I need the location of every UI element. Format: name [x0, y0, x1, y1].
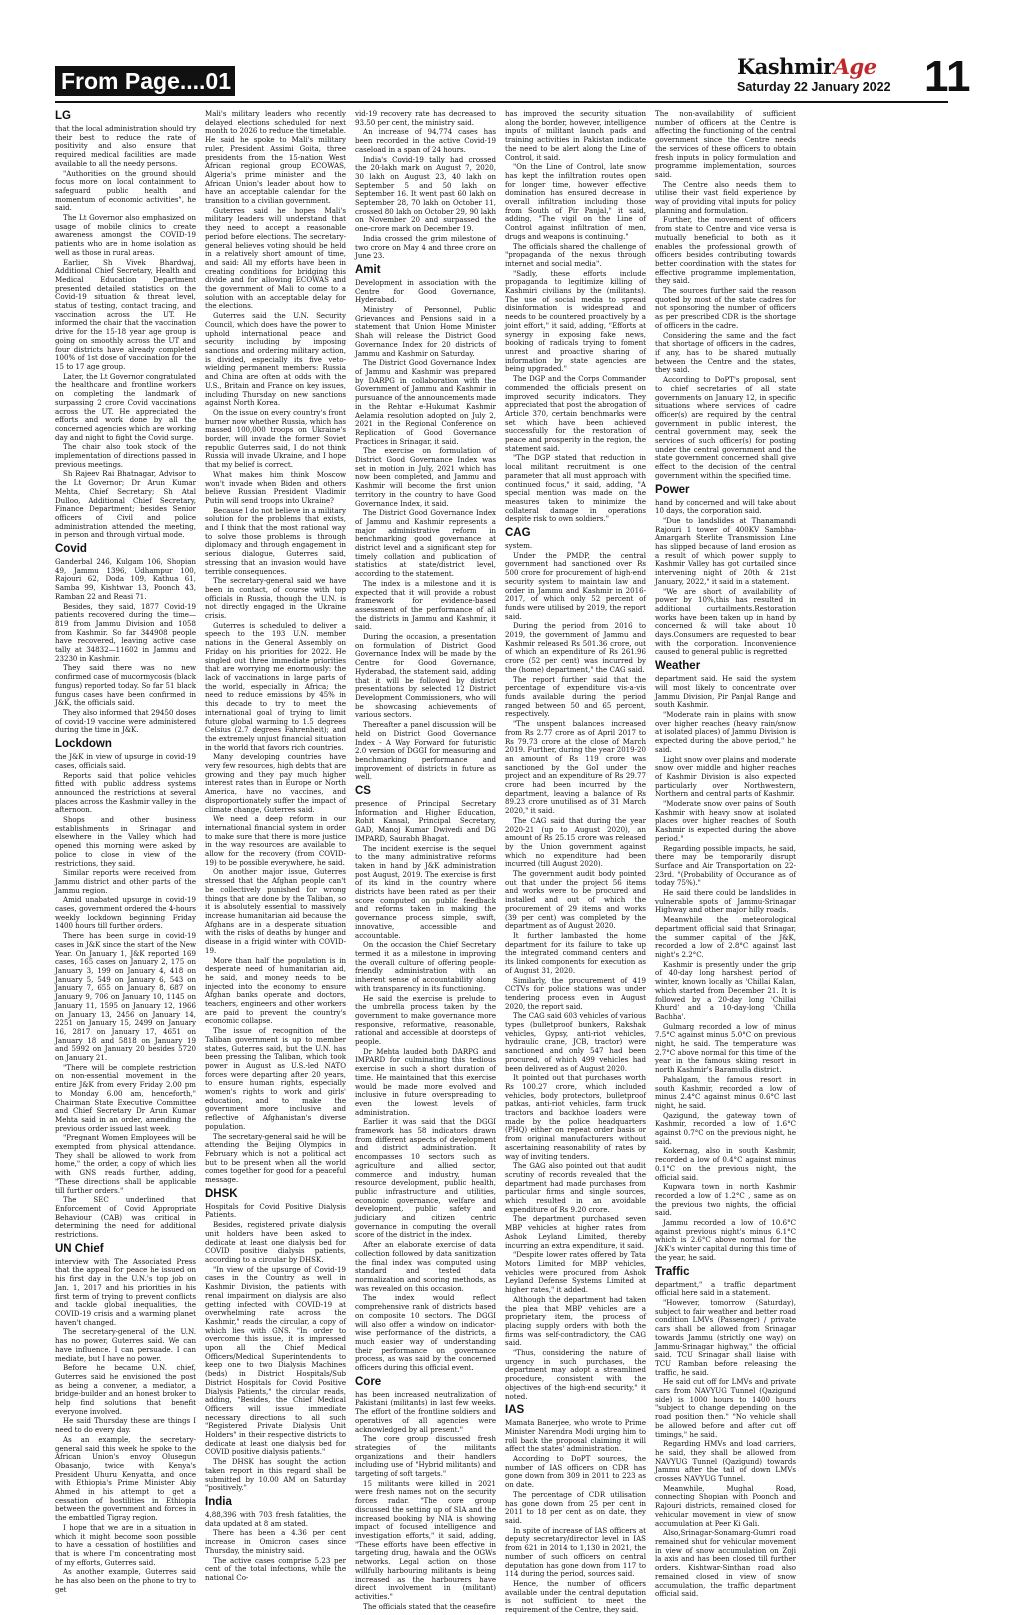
story-paragraph: Later, the Lt Governor congratulated the healthcare and frontline workers on completing the landmark of surpassing 2 crore Covid vaccinations across the UT. He appreciated the efforts and work done by all the concerned agencies which are working day and night to fight the Covid surge.	[55, 371, 196, 442]
story-paragraph: Mali's military leaders who recently delayed elections scheduled for next month to 2026 to reduce the timetable. He said he spoke to Mali's military ruler, President Assimi Goita, three presidents from the 15-nation West African regional group ECOWAS, Algeria's prime minister and the African Union's leader about how to have an acceptable calendar for the transition to a civilian government.	[205, 109, 346, 206]
story-paragraph: 15 militants were killed in 2021 were fresh names not on the security forces radar. "The core group discussed the setting up of SIA and the increased booking by NIA is showing impact of focused intelligence and investigation efforts," it said, adding, "These efforts have been effective in targeting drug, hawala and the OGWs networks. Legal action on those willfully harbouring militants is being increased as the harbourers have direct involvement in (militant) activities."	[355, 1478, 496, 1601]
story-paragraph: The chair also took stock of the implementation of directions passed in previous meetings.	[55, 442, 196, 469]
story-heading: LG	[55, 110, 71, 122]
header-divider	[55, 101, 948, 103]
story-paragraph: The SEC underlined that Enforcement of Covid Appropriate Behaviour (CAB) was critical in determining the need for additional restrictions.	[55, 1195, 196, 1240]
story-paragraph: Qazigund, the gateway town of Kashmir, recorded a low of 1.6°C against 0.7°C on the previous night, he said.	[655, 1110, 796, 1146]
story-paragraph: The issue of recognition of the Taliban government is up to member states, Guterres said, but the U.N. has been pressing the Taliban, which took power in August as U.S.-led NATO forces were departing after 20 years, to ensure human rights, especially women's rights to work and girls' education, and to make the government more inclusive and reflective of Afghanistan's diverse population.	[205, 1026, 346, 1131]
story-paragraph: Hence, the number of officers available under the central deputation is not sufficient to meet the requirement of the Centre, they said.	[505, 1578, 646, 1615]
masthead	[737, 56, 947, 100]
story-paragraph: Under the PMDP, the central government had sanctioned over Rs 500 crore for procurement of high-end security system to maintain law and order in Jammu and Kashmir in 2016-2017, of which only 52 percent of funds were utilised by 2019, the report said.	[505, 550, 646, 621]
story-paragraph: Kupwara town in north Kashmir recorded a low of 1.2°C , same as on the previous two nights, the official said.	[655, 1182, 796, 1218]
story-paragraph: The report further said that the percentage of expenditure vis-a-vis funds available during the period ranged between 50 and 65 percent, respectively.	[505, 674, 646, 719]
story-paragraph: The Lt Governor also emphasized on usage of mobile clinics to create awareness amongst the COVID-19 patients who are in home isolation as well as those in rural areas.	[55, 213, 196, 257]
story-paragraph: Development in association with the Centre for Good Governance, Hyderabad.	[355, 277, 496, 305]
story-paragraph: The District Good Governance Index of Jammu and Kashmir was prepared by DARPG in collaboration with the Government of Jammu and Kashmir in pursuance of the announcements made in the Rehtar e-Hukumat Kashmir Aelamia resolution adopted on July 2, 2021 in the Regional Conference on Replication of Good Governance Practices in Srinagar, it said.	[355, 358, 496, 446]
story-paragraph: The CAG said that during the year 2020-21 (up to August 2020), an amount of Rs 25.15 crore was released by the Union government against which no expenditure had been incurred (till August 2020).	[505, 815, 646, 869]
column-1	[55, 110, 196, 1594]
story-heading: DHSK	[205, 1187, 238, 1200]
story-paragraph: "Pregnant Women Employees will be exempted from physical attendance. They shall be allowed to work from home," the order, a copy of which lies with GNS reads further, adding, "These directions shall be applicable till further orders."	[55, 1133, 196, 1195]
story-paragraph: According to DoPT's proposal, sent to chief secretaries of all state governments on January 12, in specific situations where services of cadre officer(s) are required by the central government in public interest, the central government may, seek the services of such officer(s) for posting under the central government and the state government concerned shall give effect to the decision of the central government within the specified time.	[655, 375, 796, 480]
column-3	[355, 109, 496, 1611]
newspaper-logo	[737, 56, 947, 78]
story-paragraph: Regarding HMVs and load carriers, he said, they shall be allowed from NAVYUG Tunnel (Qazigund) towards Jammu after the tail of down LMVs crosses NAVYUG Tunnel.	[655, 1439, 796, 1484]
story-paragraph: "The DGP stated that reduction in local militant recruitment is one parameter that all must approach with continued focus," it said, adding, "A special mention was made on the measures taken to minimize the collateral damage in operations despite risk to own soldiers."	[505, 453, 646, 524]
story-paragraph: The incident exercise is the sequel to the many administrative reforms taken in hand by J&K administration post August, 2019. The exercise is first of its kind in the country where districts have been rated as per their score computed on public feedback and reforms taken in making the governance process simple, swift, innovative, accessible and accountable.	[355, 843, 496, 940]
story-paragraph: On the occasion the Chief Secretary termed it as a milestone in improving the overall culture of offering people-friendly administration with an inherent sense of accountability along with transparency in its functioning.	[355, 940, 496, 993]
story-paragraph: We need a deep reform in our international financial system in order to make sure that there is more justice in the way resources are available to allow for the recovery (from COVID-19) to be possible everywhere, he said.	[205, 814, 346, 867]
story-paragraph: hand by concerned and will take about 10 days, the corporation said.	[655, 497, 796, 516]
story-paragraph: "Sadly, these efforts include propaganda to legitimize killing of Kashmiri civilians by the (militants). The use of social media to spread disinformation is widespread and needs to be countered proactively by a joint effort," it said, adding, "Efforts at synergy in exposing fake news, booking of radicals trying to foment unrest and proactive sharing of information by state agencies are being upgraded."	[505, 268, 646, 374]
story-paragraph: After an elaborate exercise of data collection followed by data sanitization the final index was computed using standard and tested data normalization and scoring methods, as was revealed on this occasion.	[355, 1240, 496, 1293]
story-paragraph: The sources further said the reason quoted by most of the state cadres for not sponsoring the number of officers as per prescribed CDR is the shortage of officers in the cadre.	[655, 286, 796, 330]
story-paragraph: "Moderate snow over pains of South Kashmir with heavy snow at isolated places over higher reaches of South Kashmir is expected during the above period."	[655, 799, 796, 843]
story-paragraph: Earlier it was said that the DGGI framework has 58 indicators drawn from different aspects of development and district administration. It encompasses 10 sectors such as agriculture and allied sector, commerce and industry, human resource development, public health, public infrastructure and utilities, economic governance, welfare and development, public safety and judiciary and citizen centric governance in computing the overall score of the district in the index.	[355, 1117, 496, 1240]
story-heading: Covid	[55, 543, 87, 556]
story-paragraph: "On the Line of Control, late snow has kept the infiltration routes open for longer time, however effective domination has ensured decrease in overall infiltration including those from South of Pir Panjal," it said, adding, "The vigil on the Line of Control against infiltration of men, drugs and weapons is continuing."	[505, 162, 646, 241]
story-paragraph: As an example, the secretary-general said this week he spoke to the African Union's envoy Olusegun Obasanjo, twice with Kenya's President Uhuru Kenyatta, and once with Ethiopia's Prime Minister Abiy Ahmed in his attempt to get a cessation of hostilities in Ethiopia between the government and forces in the embattled Tigray region.	[55, 1434, 196, 1523]
story-paragraph: The CAG said 603 vehicles of various types (bulletproof bunkers, Rakshak vehicles, Gypsy, anti-riot vehicles, hydraulic crane, JCB, tractor) were sanctioned and only 547 had been procured, of which 499 vehicles had been delivered as of August 2020.	[505, 1011, 646, 1073]
story-paragraph: It pointed out that purchases worth Rs 100.27 crore, which included vehicles, body protectors, bulletproof patkas, anti-riot vehicles, farm truck tractors and backhoe loaders were made by the police headquarters (PHQ) either on repeat order basis or from original manufacturers without ascertaining reasonability of rates by way of inviting tenders.	[505, 1073, 646, 1161]
story-paragraph: During the period from 2016 to 2019, the government of Jammu and Kashmir released Rs 501.36 crore, out of which an expenditure of Rs 261.96 crore (52 per cent) was incurred by the (home) department," the CAG said.	[505, 621, 646, 674]
story-paragraph: presence of Principal Secretary Information and Higher Education, Rohit Kansal, Principal Secretary, GAD, Manoj Kumar Dwivedi and DG IMPARD, Saurabh Bhagat.	[355, 799, 496, 843]
story-paragraph: Guterres is scheduled to deliver a speech to the 193 U.N. member nations in the General Assembly on Friday on his priorities for 2022. He singled out three immediate priorities that are worrying me enormously: the lack of vaccinations in large parts of the world, especially in Africa; the need to reduce emissions by 45% in this decade to try to meet the international goal of trying to limit future global warming to 1.5 degrees Celsius (2.7 degrees Fahrenheit); and the extremely unjust financial situation in the world that favors rich countries.	[205, 620, 346, 752]
column-2	[205, 109, 346, 1582]
story-paragraph: The officials stated that the ceasefire	[363, 1601, 496, 1611]
story-paragraph: They said there was no new confirmed case of mucormycosis (black fungus) reported today. So far 51 black fungus cases have been confirmed in J&K, the officials said.	[55, 663, 196, 708]
page-number: 11	[924, 52, 971, 101]
story-heading: CS	[355, 785, 371, 798]
story-paragraph: Gulmarg recorded a low of minus 7.5°C against minus 5.0°C on previous night, he said. The temperature was 2.7°C above normal for this time of the year in the famous skiing resort in north Kashmir's Baramulla district.	[655, 1021, 796, 1075]
story-paragraph: Ganderbal 246, Kulgam 106, Shopian 49, Jammu 1396, Udhampur 100, Rajouri 62, Doda 109, Kathua 61, Samba 99, Kishtwar 13, Poonch 43, Ramban 22 and Reasi 71.	[55, 557, 196, 601]
story-paragraph: In spite of increase of IAS officers at deputy secretary/director level in IAS from 621 in 2014 to 1,130 in 2021, the number of such officers on central deputation has gone down from 117 to 114 during the period, sources said.	[505, 1525, 646, 1579]
story-heading: Amit	[355, 263, 381, 276]
story-heading: Lockdown	[55, 738, 112, 751]
story-paragraph: The officials shared the challenge of "propaganda of the nexus through internet and social media".	[505, 241, 646, 268]
article-columns	[55, 109, 948, 1615]
story-paragraph: Kokernag, also in south Kashmir, recorded a low of 0.4°C against minus 0.1°C on the previous night, the official said.	[655, 1146, 796, 1182]
story-paragraph: Jammu recorded a low of 10.6°C against previous night's minus 6.1°C which is 2.6°C above normal for the J&K's winter capital during this time of the year, he said.	[655, 1218, 796, 1262]
story-heading: IAS	[505, 1404, 525, 1417]
story-paragraph: He said cut off for LMVs and private cars from NAVYUG Tunnel (Qazigund side) is 1000 hours to 1400 hours "subject to change depending on the road position then." "No vehicle shall be allowed before and after cut off timings," he said.	[655, 1377, 796, 1439]
story-paragraph: On the issue on every country's front burner now whether Russia, which has massed 100,000 troops on Ukraine's border, will invade the former Soviet republic Guterres said, I do not think Russia will invade Ukraine, and I hope that my belief is correct.	[205, 407, 346, 470]
story-heading: Core	[355, 1375, 382, 1388]
story-heading: UN Chief	[55, 1242, 104, 1255]
story-paragraph: "Despite lower rates offered by Tata Motors Limited for MBP vehicles, vehicles were procured from Ashok Leyland Defense Systems Limited at higher rates," it added.	[505, 1250, 646, 1295]
story-paragraph: It further lambasted the home department for its failure to take up the integrated command centers and its linked components for execution as of August 31, 2020.	[505, 930, 646, 975]
story-paragraph: Further, the movement of officers from state to Centre and vice versa is mutually beneficial to both as it enables the professional growth of officers besides contributing towards better coordination with the states for effective programme implementation, they said.	[655, 215, 796, 286]
story-paragraph: department," a traffic department official here said in a statement.	[655, 1279, 796, 1298]
issue-date: Saturday 22 January 2022	[737, 80, 891, 94]
story-paragraph: The index is a milestone and it is expected that it will provide a robust framework for evidence-based assessment of the performance of all the districts in Jammu and Kashmir, it said.	[355, 578, 496, 632]
story-paragraph: The secretary-general said he will be attending the Beijing Olympics in February which is not a political act but to be present when all the world comes together for good for a peaceful message.	[205, 1131, 346, 1185]
story-paragraph: Hospitals for Covid Positive Dialysis Patients.	[205, 1201, 346, 1220]
page-header	[0, 0, 1024, 101]
story-heading: Weather	[655, 660, 701, 673]
story-paragraph: He said the exercise is prelude to the umbrella process taken by the government to make governance more responsive, reformative, reasonable, rational and accessible at doorsteps of people.	[355, 993, 496, 1047]
story-paragraph: Amid unabated upsurge in covid-19 cases, government ordered the 4-hours weekly lockdown beginning Friday 1400 hours till further orders.	[55, 895, 196, 931]
story-paragraph: The non-availability of sufficient number of officers at the Centre is affecting the functioning of the central government since the Centre needs the services of these officers to obtain fresh inputs in policy formulation and programme implementation, sources said.	[655, 109, 796, 179]
story-paragraph: Earlier, Sh Vivek Bhardwaj, Additional Chief Secretary, Health and Medical Education Department presented detailed statistics on the Covid-19 situation & threat level, status of testing, contact tracing, and vaccination across the UT. He informed the chair that the vaccination drive for the 15-18 year age group is going on smoothly across the UT and four districts have already completed 100% of 1st dose of vaccination for the 15 to 17 age group.	[55, 257, 196, 371]
story-paragraph: Besides, they said, 1877 Covid-19 patients recovered during the time—819 from Jammu Division and 1058 from Kashmir. So far 344908 people have recovered, leaving active case tally at 34832—11602 in Jammu and 23230 in Kashmir.	[55, 601, 196, 663]
story-paragraph: Mamata Banerjee, who wrote to Prime Minister Narendra Modi urging him to roll back the proposal claiming it will affect the states' administration.	[505, 1418, 646, 1454]
story-paragraph: Dr Mehta lauded both DARPG and IMPARD for culminating this tedious exercise in such a short duration of time. He maintained that this exercise would be made more evolved and inclusive in future overspreading to even the lowest levels of administration.	[355, 1046, 496, 1117]
story-paragraph: Because I do not believe in a military solution for the problems that exists, and I think that the most rational way to solve those problems is through diplomacy and through engagement in serious dialogue, Guterres said, stressing that an invasion would have terrible consequences.	[205, 505, 346, 576]
story-paragraph: Thereafter a panel discussion will be held on District Good Governance Index - A Way Forward for futuristic 2.0 version of DGGI for measuring and benchmarking performance and improvement of districts in future as well.	[355, 720, 496, 782]
story-paragraph: The core group discussed fresh strategies of the militants organizations and their handlers including use of "Hybrid militants) and targeting of soft targets."	[355, 1434, 496, 1479]
story-paragraph: The exercise on formulation of District Good Governance Index was set in motion in July, 2021 which has now been completed, and Jammu and Kashmir will become the first union territory in the country to have Good Governance Index, it said.	[355, 446, 496, 508]
column-5	[655, 109, 797, 1599]
story-paragraph: Guterres said he hopes Mali's military leaders will understand that they need to accept a reasonable period before elections. The secretary-general believes voting should be held in a relatively short amount of time, and said: All my efforts have been in creating conditions for bridging this divide and for allowing ECOWAS and the government of Mali to come to a solution with an acceptable delay for the elections.	[205, 205, 346, 311]
story-paragraph: "There will be complete restriction on non-essential movement in the entire J&K from every Friday 2.00 pm to Monday 6.00 am, henceforth," Chairman State Executive Committee and Chief Secretary Dr Arun Kumar Mehta said in an order, amending the previous order issued last week.	[55, 1062, 196, 1133]
story-paragraph: During the occasion, a presentation on formulation of District Good Governance Index will be made by the Centre for Good Governance, Hyderabad, the statement said, adding that it will be followed by district presentations by selected 12 District Development Commissioners, who will be showcasing achievements of various sectors.	[355, 632, 496, 720]
story-paragraph: interview with The Associated Press that the appeal for peace he issued on his first day in the U.N.'s top job on Jan. 1, 2017 and his priorities in his first term of trying to prevent conflicts and tackle global inequalities, the COVID-19 crisis and a warming planet haven't changed.	[55, 1256, 196, 1327]
story-paragraph: The GAG also pointed out that audit scrutiny of records revealed that the department had made purchases from particular firms and single sources, which resulted in an avoidable expenditure of Rs 9.20 crore.	[505, 1161, 646, 1214]
story-paragraph: "In view of the upsurge of Covid-19 cases in the Country as well in Kashmir Division, the patients with renal impairment on dialysis are also getting infected with COVID-19 at overwhelming rate across the Kashmir," reads the circular, a copy of which lies with GNS. "In order to overcome this issue, it is impressed upon all the Chief Medical Officers/Medical Superintendents to keep one to two Dialysis Machines (beds) in District Hospitals/Sub District Hospitals for Covid Positive Dialysis Patients," the circular reads, adding, "Besides, the Chief Medical Officers will issue immediate necessary directions to all such "Registered Private Dialysis Unit Holders" in their respective districts to dedicate at least one dialysis bed for COVID positive dialysis patients."	[205, 1264, 346, 1457]
story-paragraph: The District Good Governance Index of Jammu and Kashmir represents a major administrative reform in benchmarking good governance at district level and a significant step for timely collation and publication of statistics at state/district level, according to the statement.	[355, 508, 496, 579]
story-paragraph: There has been surge in covid-19 cases in J&K since the start of the New Year. On January 1, J&K reported 169 cases, 165 cases on January 2, 175 on January 3, 199 on January 4, 418 on January 5, 549 on January 6, 543 on January 7, 655 on January 8, 687 on January 9, 706 on January 10, 1145 on January 11, 1595 on January 12, 1966 on January 13, 2456 on January 14, 2251 on January 15, 2499 on January 16, 2817 on January 17, 4651 on January 18 and 5818 on January 19 and 5992 on January 20 besides 5720 on January 21.	[55, 931, 196, 1063]
story-paragraph: More than half the population is in desperate need of humanitarian aid, he said, and money needs to be injected into the economy to ensure Afghan banks operate and doctors, teachers, engineers and other workers are paid to prevent the country's economic collapse.	[205, 955, 346, 1026]
story-paragraph: The DHSK has sought the action taken report in this regard shall be submitted by 10.00 AM on Saturday "positively."	[205, 1457, 346, 1493]
story-paragraph: Besides, registered private dialysis unit holders have been asked to dedicate at least one dialysis bed for COVID positive dialysis patients, according to a circular by DHSK.	[205, 1220, 346, 1264]
story-paragraph: department said. He said the system will most likely to concentrate over Jammu Division, Pir Panjal Range and south Kashmir.	[655, 674, 796, 710]
story-paragraph: that the local administration should try their best to reduce the rate of positivity and also ensure that required medical facilities are made available to all the needy persons.	[55, 124, 196, 168]
story-paragraph: "Moderate rain in plains with snow over higher reaches (heavy rain/snow at isolated places) of Jammu Division is expected during the above period," he said.	[655, 710, 796, 754]
column-4	[505, 109, 646, 1615]
story-paragraph: Regarding possible impacts, he said, there may be temporarily disrupt Surface and Air Transportation on 22-23rd. "(Probability of Occurance as of today 75%)."	[655, 843, 796, 888]
story-paragraph: Shops and other business establishments in Srinagar and elsewhere in the Valley which had opened this morning were asked by police to close in view of the restrictions, they said.	[55, 815, 196, 868]
story-paragraph: "We are short of availability of power by 10%,this has resulted in additional curtailments.Restoration works have been taken up in hand by concerned & will take about 10 days.Consumers are requested to bear with the corporation. Inconvenience caused to general public is regretted	[655, 586, 796, 657]
story-heading: Power	[655, 483, 690, 496]
story-paragraph: India crossed the grim milestone of two crore on May 4 and three crore on June 23.	[355, 233, 496, 261]
story-paragraph: Before he became U.N. chief, Guterres said he envisioned the post as being a convener, a mediator, a bridge-builder and an honest broker to help find solutions that benefit everyone involved.	[55, 1363, 196, 1416]
story-paragraph: They also informed that 29450 doses of covid-19 vaccine were administered during the time in J&K.	[55, 708, 196, 735]
story-paragraph: Meanwhile, Mughal Road, connecting Shopian with Poonch and Rajouri districts, remained closed for vehicular movement in view of snow accumulation at Peer Ki Gali.	[655, 1483, 796, 1528]
logo-main: Kashmir	[737, 54, 834, 79]
story-paragraph: He said there could be landslides in vulnerable spots of Jammu-Srinagar Highway and other major hilly roads.	[655, 888, 796, 915]
story-paragraph: system.	[505, 541, 533, 551]
story-paragraph: The active cases comprise 5.23 per cent of the total infections, while the national Co-	[205, 1555, 346, 1582]
story-paragraph: Also,Srinagar-Sonamarg-Gumri road remained shut for vehicular movement in view of snow accumulation on Zoji la axis and has been closed till further orders. Kishtwar-Sinthan road also remained closed in view of snow accumulation, the traffic department official said.	[655, 1528, 796, 1599]
story-paragraph: the J&K in view of upsurge in covid-19 cases, officials said.	[55, 752, 196, 770]
story-paragraph: has improved the security situation along the border, however, intelligence inputs of militant launch pads and training activities in Pakistan indicate the need to be alert along the Line of Control, it said.	[505, 109, 646, 162]
story-paragraph: The department purchased seven MBP vehicles at higher rates from Ashok Leyland Limited, thereby incurring an extra expenditure, it said.	[505, 1214, 646, 1250]
story-paragraph: Pahalgam, the famous resort in south Kashmir, recorded a low of minus 2.4°C against minus 0.6°C last night, he said.	[655, 1074, 796, 1110]
story-paragraph: He said Thursday these are things I need to do every day.	[55, 1416, 196, 1435]
story-paragraph: There has been a 4.36 per cent increase in Omicron cases since Thursday, the ministry said.	[205, 1528, 346, 1555]
story-paragraph: Reports said that police vehicles fitted with public address systems announced the restrictions at several places across the Kashmir valley in the afternoon.	[55, 770, 196, 815]
story-paragraph: Although the department had taken the plea that MBP vehicles are a proprietary item, the process of placing supply orders with both the firms was self-contradictory, the CAG said.	[505, 1294, 646, 1348]
story-paragraph: has been increased neutralization of Pakistani (militants) in last few weeks. The effort of the frontline soldiers and operatives of all agencies were acknowledged by all present."	[355, 1389, 496, 1434]
story-heading: Traffic	[655, 1265, 690, 1278]
story-heading: CAG	[505, 527, 531, 540]
story-paragraph: An increase of 94,774 cases has been recorded in the active Covid-19 caseload in a span of 24 hours.	[355, 127, 496, 154]
story-paragraph: The secretary-general said we have been in contact, of course with top officials in Russia, though the U.N. is not directly engaged in the Ukraine crisis.	[205, 576, 346, 621]
story-paragraph: Kashmir is presently under the grip of 40-day long harshest period of winter, known locally as 'Chillai Kalan, which started from December 21. It is followed by a 20-day long 'Chillai Khurd' and a 10-day-long 'Chilla Bachha'.	[655, 959, 796, 1021]
story-paragraph: "Thus, considering the nature of urgency in such purchases, the department may adopt a streamlined procedure, consistent with the objectives of the high-end security," it noted.	[505, 1348, 646, 1401]
story-paragraph: Considering the same and the fact that shortage of officers in the cadres, if any, has to be shared mutually between the Centre and the states, they said.	[655, 330, 796, 375]
story-paragraph: India's Covid-19 tally had crossed the 20-lakh mark on August 7, 2020, 30 lakh on August 23, 40 lakh on September 5 and 50 lakh on September 16. It went past 60 lakh on September 28, 70 lakh on October 11, crossed 80 lakh on October 29, 90 lakh on November 20 and surpassed the one-crore mark on December 19.	[355, 154, 496, 234]
story-paragraph: What makes him think Moscow won't invade when Biden and others believe Russian President Vladimir Putin will send troops into Ukraine?	[205, 469, 346, 505]
story-paragraph: Sh Rajeev Rai Bhatnagar, Advisor to the Lt Governor; Dr Arun Kumar Mehta, Chief Secretary; Sh Atal Dulloo, Additional Chief Secretary, Finance Department; besides Senior officers of Civil and police administration attended the meeting, in person and through virtual mode.	[55, 469, 196, 540]
story-paragraph: As another example, Guterres said he has also been on the phone to try to get	[55, 1567, 196, 1594]
story-paragraph: The Centre also needs them to utilise their vast field experience by way of providing vital inputs for policy planning and formulation.	[655, 179, 796, 215]
story-paragraph: The government audit body pointed out that under the project 56 items and works were to be procured and installed and out of which the procurement of 29 items and works (39 per cent) was completed by the department as of August 2020.	[505, 869, 646, 931]
story-paragraph: The DGP and the Corps Commander commended the officials present on improved security indicators. They appreciated that post the abrogation of Article 370, certain benchmarks were set which have been achieved successfully for the restoration of peace and prosperity in the region, the statement said.	[505, 374, 646, 453]
story-paragraph: The index would reflect comprehensive rank of districts based on composite 10 sectors. The DGGI will also offer a window on indicator-wise performance of the districts, a much easier way of understanding their performance on governance process, as was said by the concerned officers during this official event.	[355, 1293, 496, 1373]
logo-accent: Age	[833, 54, 877, 79]
story-paragraph: I hope that we are in a situation in which it might become soon possible to have a cessation of hostilities and that is where I'm concentrating most of my efforts, Guterres said.	[55, 1522, 196, 1567]
story-paragraph: The percentage of CDR utilisation has gone down from 25 per cent in 2011 to 18 per cent as on date, they said.	[505, 1489, 646, 1525]
story-paragraph: On another major issue, Guterres stressed that the Afghan people can't be collectively punished for wrong things that are done by the Taliban, so it is absolutely essential to massively increase humanitarian aid because the Afghans are in a desperate situation with the risks of deaths by hunger and disease in a frigid winter with COVID-19.	[205, 867, 346, 955]
story-paragraph: vid-19 recovery rate has decreased to 93.50 per cent, the ministry said.	[355, 109, 496, 127]
story-paragraph: Similarly, the procurement of 419 CCTVs for police stations was under tendering process even in August 2020, the report said.	[505, 975, 646, 1011]
story-paragraph: The secretary-general of the U.N. has no power, Guterres said. We can have influence. I can persuade. I can mediate, but I have no power.	[55, 1327, 196, 1363]
story-paragraph: "However, tomorrow (Saturday), subject to fair weather and better road condition LMVs (Passenger) / private cars shall be allowed from Srinagar towards Jammu (strictly one way) on Jammu-Srinagar highway," the official said. TCU Srinagar shall liaise with TCU Ramban before releasing the traffic, he said.	[655, 1298, 796, 1377]
story-paragraph: Meanwhile the meteorological department official said that Srinagar, the summer capital of the J&K, recorded a low of 2.8°C against last night's 2.2°C.	[655, 915, 796, 959]
story-paragraph: 4,88,396 with 703 fresh fatalities, the data updated at 8 am stated.	[205, 1509, 346, 1528]
section-label: From Page....01	[55, 66, 235, 96]
story-paragraph: Guterres said the U.N. Security Council, which does have the power to uphold international peace and security including by imposing sanctions and ordering military action, is divided, especially its five veto-wielding permanent members: Russia and China are often at odds with the U.S., Britain and France on key issues, including Thursday on new sanctions against North Korea.	[205, 311, 346, 408]
story-paragraph: "Due to landslides at Thanamandi Rajouri 1 tower of 400KV Sambha-Amargarh Sterlite Transmission Line has slipped because of land erosion as a result of which power supply to Kashmir Valley has got curtailed since intervening night of 20th & 21st January, 2022," it said in a statement.	[655, 515, 796, 586]
story-paragraph: Ministry of Personnel, Public Grievances and Pensions said in a statement that Union Home Minister Shah will release the District Good Governance Index for 20 districts of Jammu and Kashmir on Saturday.	[355, 305, 496, 358]
story-paragraph: According to DoPT sources, the number of IAS officers on CDR has gone down from 309 in 2011 to 223 as on date.	[505, 1454, 646, 1490]
story-paragraph: Similar reports were received from Jammu district and other parts of the Jammu region.	[55, 868, 196, 895]
story-paragraph: "Authorities on the ground should focus more on local containment to safeguard public health and momentum of economic activities", he said.	[55, 168, 196, 213]
story-paragraph: "The unspent balances increased from Rs 2.77 crore as of April 2017 to Rs 79.73 crore at the close of March 2019. Further, during the year 2019-20 an amount of Rs 119 crore was sanctioned by the GoI under the project and an expenditure of Rs 29.77 crore had been incurred by the department, leaving a balance of Rs 89.23 crore unutilised as of 31 March 2020," it said.	[505, 719, 646, 816]
story-paragraph: Many developing countries have very few resources, high debts that are growing and they pay much higher interest rates than in Europe or North America, have no vaccines, and disproportionately suffer the impact of climate change, Guterres said.	[205, 752, 346, 814]
story-heading: India	[205, 1495, 232, 1508]
story-paragraph: Light snow over plains and moderate snow over middle and higher reaches of Kashmir Division is also expected particularly over Northwestern, Northern and central parts of Kashmir.	[655, 754, 797, 799]
